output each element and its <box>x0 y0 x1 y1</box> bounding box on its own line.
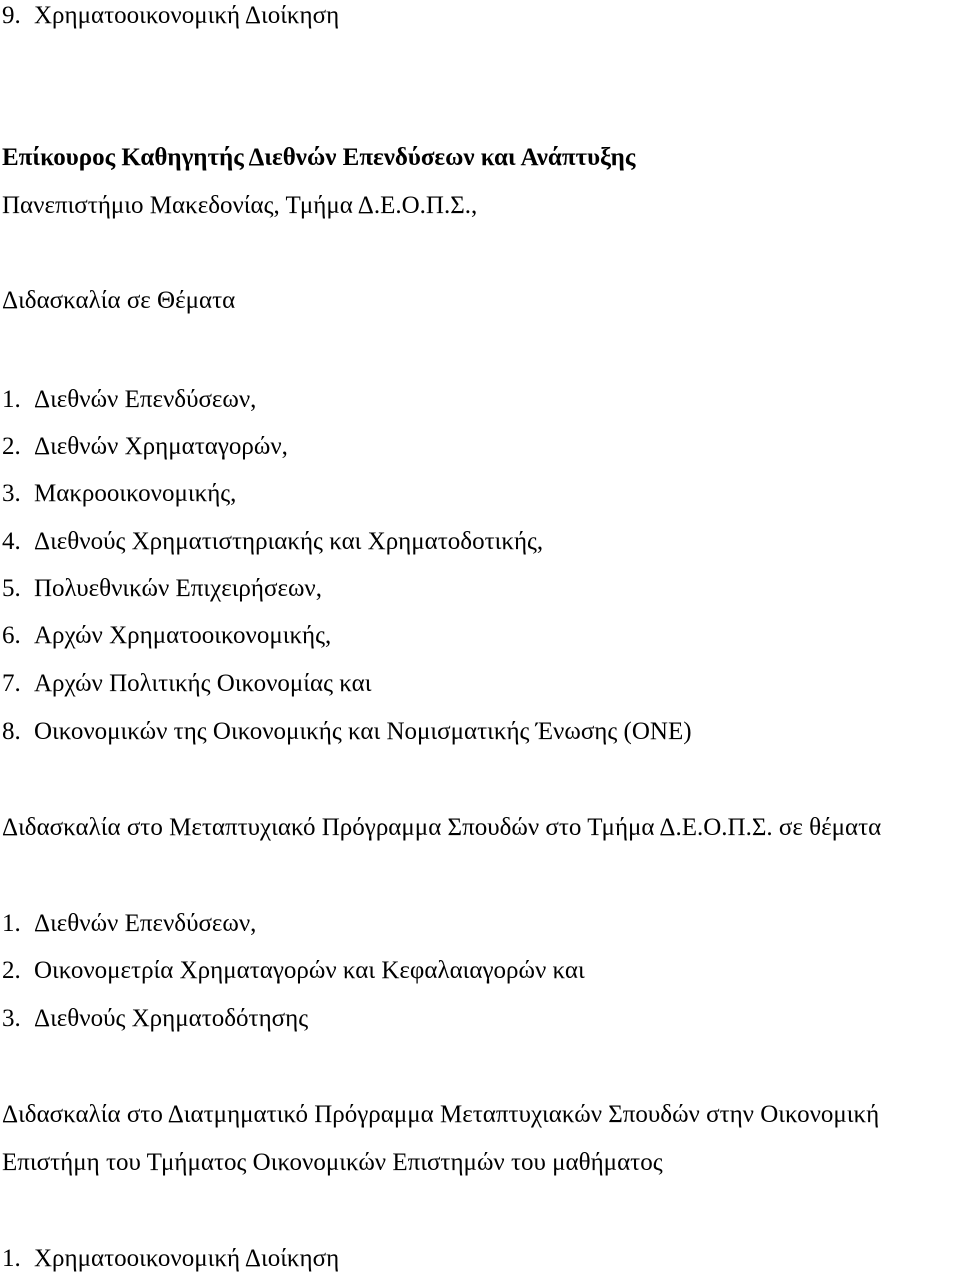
list-item <box>2 668 372 700</box>
item-number: 4. <box>2 528 21 555</box>
list-item <box>2 1003 308 1035</box>
item-number: 9. <box>2 2 21 29</box>
item-text: Οικονομετρία Χρηματαγορών και Κεφαλαιαγορών και <box>34 957 585 984</box>
item-text: Χρηματοοικονομική Διοίκηση <box>34 2 340 29</box>
item-text: Αρχών Πολιτικής Οικονομίας και <box>34 670 372 697</box>
item-number: 5. <box>2 575 21 602</box>
section1-heading: Διδασκαλία σε Θέματα <box>2 287 236 314</box>
list-item <box>2 1243 339 1275</box>
item-number: 7. <box>2 670 21 697</box>
item-text: Διεθνούς Χρηματοδότησης <box>34 1005 309 1032</box>
list-item <box>2 431 288 463</box>
list-item <box>2 716 692 748</box>
list-item <box>2 526 543 558</box>
position-title: Επίκουρος Καθηγητής Διεθνών Επενδύσεων και Ανάπτυξης <box>2 144 636 171</box>
section2-heading: Διδασκαλία στο Μεταπτυχιακό Πρόγραμμα Σπουδών στο Τμήμα Δ.Ε.Ο.Π.Σ. σε θέματα <box>2 814 882 841</box>
item-number: 1. <box>2 1245 21 1272</box>
item-text: Διεθνούς Χρηματιστηριακής και Χρηματοδοτικής, <box>34 528 544 555</box>
item-text: Διεθνών Χρηματαγορών, <box>34 433 288 460</box>
item-number: 2. <box>2 433 21 460</box>
item-text: Διεθνών Επενδύσεων, <box>34 910 257 937</box>
item-text: Μακροοικονομικής, <box>34 480 237 507</box>
item-text: Χρηματοοικονομική Διοίκηση <box>34 1245 340 1272</box>
item-text: Διεθνών Επενδύσεων, <box>34 386 257 413</box>
list-item <box>2 620 331 652</box>
item-text: Πολυεθνικών Επιχειρήσεων, <box>34 575 322 602</box>
item-number: 1. <box>2 910 21 937</box>
item-number: 3. <box>2 480 21 507</box>
list-item <box>2 384 256 416</box>
position-affiliation: Πανεπιστήμιο Μακεδονίας, Τμήμα Δ.Ε.Ο.Π.Σ., <box>2 192 478 219</box>
item-number: 1. <box>2 386 21 413</box>
item-number: 8. <box>2 718 21 745</box>
list-item <box>2 955 585 987</box>
list-item <box>2 573 322 605</box>
list-item <box>2 478 236 510</box>
item-number: 3. <box>2 1005 21 1032</box>
item-text: Οικονομικών της Οικονομικής και Νομισματικής Ένωσης (ΟΝΕ) <box>34 718 692 745</box>
item-text: Αρχών Χρηματοοικονομικής, <box>34 622 332 649</box>
section3-heading-line1: Διδασκαλία στο Διατμηματικό Πρόγραμμα Μεταπτυχιακών Σπουδών στην Οικονομική <box>2 1101 880 1128</box>
list-item-heading <box>2 0 339 32</box>
item-number: 6. <box>2 622 21 649</box>
list-item <box>2 908 256 940</box>
item-number: 2. <box>2 957 21 984</box>
section3-heading-line2: Επιστήμη του Τμήματος Οικονομικών Επιστημών του μαθήματος <box>2 1149 663 1176</box>
